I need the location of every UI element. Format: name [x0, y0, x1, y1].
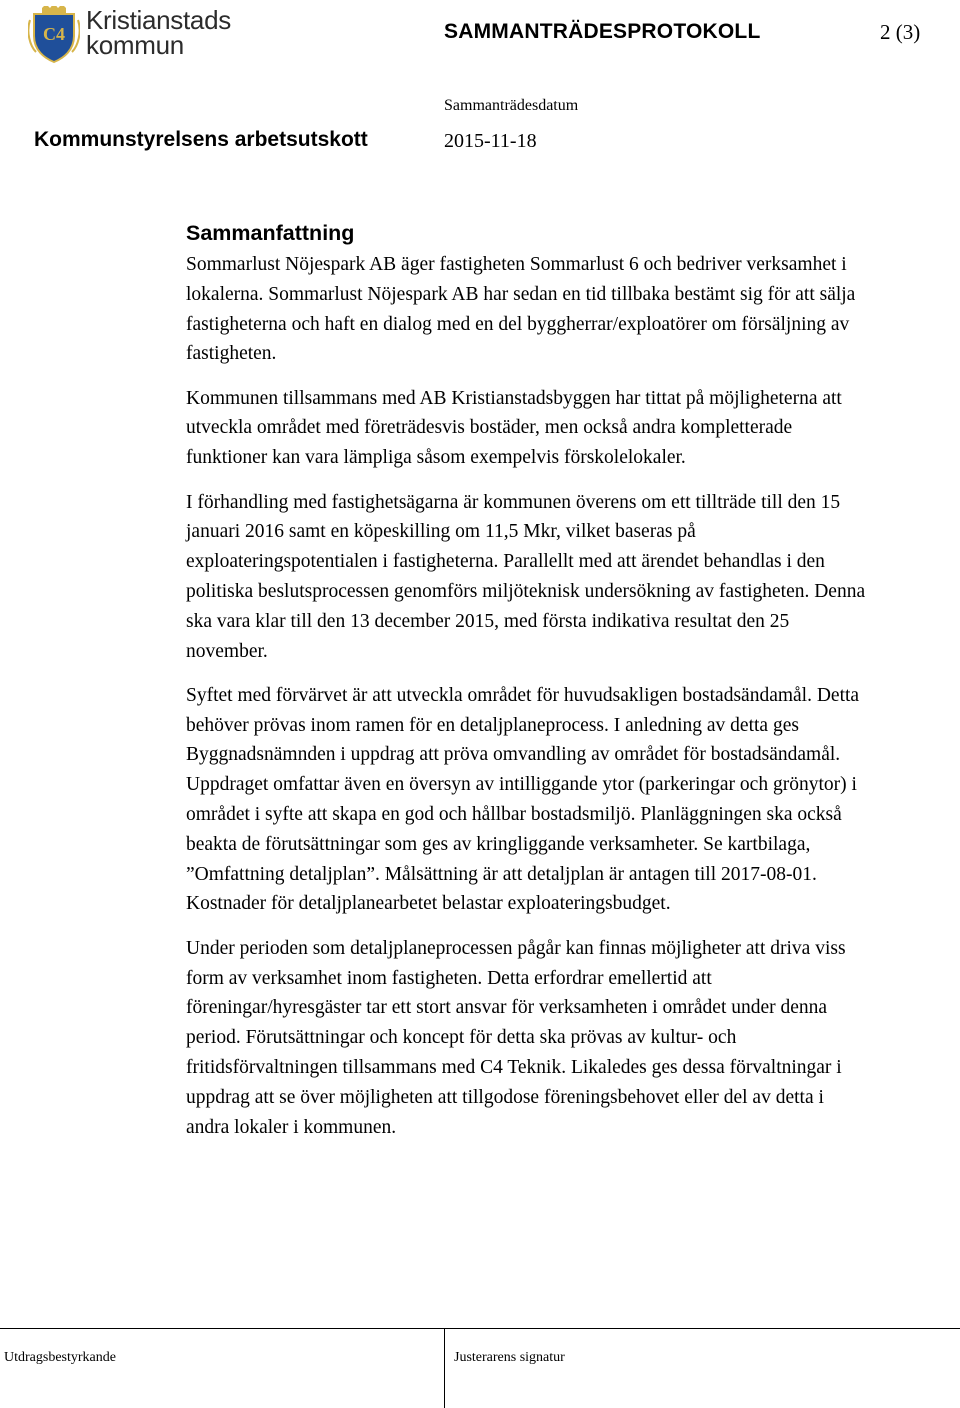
page-indicator: 2 (3)	[880, 20, 921, 44]
footer-divider	[444, 1328, 445, 1408]
footer-rule	[0, 1328, 960, 1329]
document-title: SAMMANTRÄDESPROTOKOLL	[444, 20, 761, 43]
logo-line-1: Kristianstads	[86, 5, 231, 35]
section-heading: Sammanfattning	[186, 221, 355, 245]
document-body	[186, 218, 866, 1157]
committee-name: Kommunstyrelsens arbetsutskott	[34, 128, 368, 151]
logo-wordmark	[86, 5, 231, 60]
paragraph: Sommarlust Nöjespark AB äger fastigheten Sommarlust 6 och bedriver verksamhet i lokalerna. Sommarlust Nöjespark AB har sedan en tid tillbaka bestämt sig för att sälja fastigheterna och haft en dialog med en del byggherrar/exploatörer om försäljning av fastigheten.	[186, 254, 856, 365]
paragraph: Syftet med förvärvet är att utveckla området för huvudsakligen bostadsändamål. Detta behöver prövas inom ramen för en detaljplaneprocess. I anledning av detta ges Byggnadsnämnden i uppdrag att pröva omvandling av området för bostadsändamål. Uppdraget omfattar även en översyn av intilliggande ytor (parkeringar och grönytor) i området i syfte att skapa en god och hållbar bostadsmiljö. Planläggningen ska också beakta de förutsättningar som ges av kringliggande verksamheter. Se kartbilaga, ”Omfattning detaljplan”. Målsättning är att detaljplan är antagen till 2017-08-01. Kostnader för detaljplanearbetet belastar exploateringsbudget.	[186, 684, 860, 915]
adjuster-signature-label: Justerarens signatur	[454, 1350, 565, 1365]
meeting-date-label: Sammanträdesdatum	[444, 97, 579, 114]
municipality-logo	[28, 5, 231, 64]
paragraph: Under perioden som detaljplaneprocessen pågår kan finnas möjligheter att driva viss form av verksamhet inom fastigheten. Detta erfordrar emellertid att föreningar/hyresgäster tar ett stort ansvar för verksamheten i området under denna period. Förutsättningar och koncept för detta ska prövas av kultur- och fritidsförvaltningen tillsammans med C4 Teknik. Likaledes ges dessa förvaltningar i uppdrag att se över möjligheten att tillgodose föreningsbehovet eller del av detta i andra lokaler i kommunen.	[186, 937, 846, 1138]
coat-of-arms-icon	[28, 6, 80, 64]
extract-certification-label: Utdragsbestyrkande	[4, 1350, 116, 1365]
svg-text:C4: C4	[43, 24, 65, 44]
logo-line-2: kommun	[86, 30, 184, 60]
meeting-date: 2015-11-18	[444, 130, 537, 152]
paragraph: Kommunen tillsammans med AB Kristianstadsbyggen har tittat på möjligheterna att utveckla området med företrädesvis bostäder, men också andra kompletterade funktioner kan vara lämpliga såsom exempelvis förskolelokaler.	[186, 387, 842, 469]
paragraph: I förhandling med fastighetsägarna är kommunen överens om ett tillträde till den 15 januari 2016 samt en köpeskilling om 11,5 Mkr, vilket baseras på exploateringspotentialen i fastigheterna. Parallellt med att ärendet behandlas i den politiska beslutsprocessen genomförs miljöteknisk undersökning av fastigheten. Denna ska vara klar till den 13 december 2015, med första indikativa resultat den 25 november.	[186, 491, 866, 662]
